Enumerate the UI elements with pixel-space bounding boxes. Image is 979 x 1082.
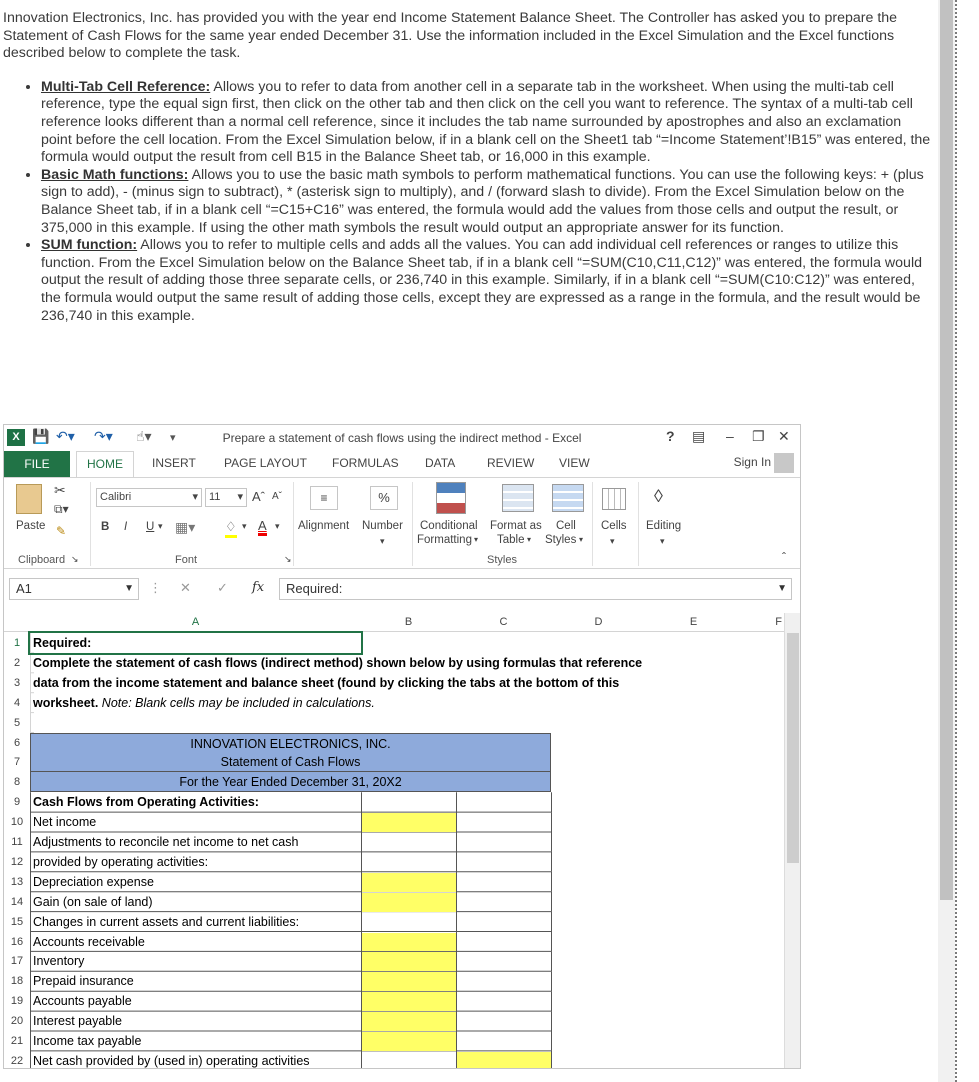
row-header-1[interactable]: 1 <box>13 637 21 649</box>
decrease-font-icon[interactable]: Aˇ <box>272 491 282 502</box>
cell-text: Accounts payable <box>33 994 132 1009</box>
row-header-17[interactable]: 17 <box>10 955 24 968</box>
column-header-a[interactable]: A <box>30 613 361 632</box>
tab-insert[interactable]: INSERT <box>152 456 196 470</box>
chevron-down-icon[interactable]: ▼ <box>124 583 134 594</box>
paste-button[interactable]: Paste <box>16 520 46 532</box>
cells-button[interactable]: Cells <box>601 520 627 532</box>
cell-a21[interactable] <box>30 1031 361 1051</box>
conditional-formatting-label-2[interactable]: Formatting <box>417 534 472 546</box>
binoculars-icon[interactable]: ◊ <box>654 486 663 506</box>
row-header-10[interactable]: 10 <box>10 816 24 829</box>
percent-icon[interactable]: % <box>370 486 398 510</box>
paste-icon[interactable] <box>16 484 42 514</box>
chevron-down-icon[interactable]: ▾ <box>158 521 163 531</box>
cell-text: Gain (on sale of land) <box>33 894 153 909</box>
help-icon[interactable]: ? <box>666 428 675 444</box>
avatar-icon[interactable] <box>774 453 794 473</box>
window-title: Prepare a statement of cash flows using the indirect method - Excel <box>222 431 582 445</box>
font-color-icon[interactable]: A <box>258 519 267 536</box>
page-border <box>955 0 957 1082</box>
underline-button[interactable]: U <box>146 521 155 533</box>
restore-icon[interactable]: ❐ <box>752 428 765 444</box>
font-size[interactable]: 11 <box>209 491 221 503</box>
chevron-down-icon[interactable]: ▾ <box>192 491 198 503</box>
input-cell-b13[interactable] <box>362 873 456 892</box>
format-as-table-label-1[interactable]: Format as <box>490 520 542 532</box>
row-header-14[interactable]: 14 <box>10 895 24 908</box>
row-header-9[interactable]: 9 <box>13 796 21 809</box>
tab-page-layout[interactable]: PAGE LAYOUT <box>224 456 307 470</box>
cell-a5[interactable] <box>30 713 361 733</box>
row-header-2[interactable]: 2 <box>13 656 21 669</box>
format-painter-icon[interactable]: ✎ <box>56 524 67 538</box>
cell-text: Changes in current assets and current liabilities: <box>33 914 300 929</box>
select-all-corner[interactable] <box>4 613 30 632</box>
chevron-down-icon[interactable]: ▾ <box>527 535 532 544</box>
sheet-scrollbar-thumb[interactable] <box>787 633 799 863</box>
input-cell-b16[interactable] <box>362 933 456 952</box>
page-scrollbar[interactable] <box>938 0 955 1082</box>
input-cell-b14[interactable] <box>362 893 456 912</box>
excel-window <box>3 424 801 1069</box>
cell-a20[interactable] <box>30 1011 361 1031</box>
cell-text: provided by operating activities: <box>33 854 209 869</box>
borders-icon[interactable]: ▦▾ <box>175 519 196 535</box>
tab-view[interactable]: VIEW <box>559 456 590 470</box>
cell-text: Net cash provided by (used in) operating activities <box>33 1053 310 1068</box>
row-header-12[interactable]: 12 <box>10 855 24 868</box>
intro-paragraph: Innovation Electronics, Inc. has provided you with the year end Income Statement Balance Sheet. The Controller has asked you to prepare the Statement of Cash Flows for the same year ended December 31. Use the information included in the Excel Simulation and the Excel functions described below to complete the task. <box>3 10 898 62</box>
row-header-20[interactable]: 20 <box>10 1015 24 1028</box>
tab-home[interactable]: HOME <box>76 451 134 478</box>
statement-header-cell[interactable]: For the Year Ended December 31, 20X2 <box>30 772 551 792</box>
cell-text: Adjustments to reconcile net income to net cash <box>33 835 299 849</box>
row-header-3[interactable]: 3 <box>13 676 21 689</box>
font-name-box[interactable] <box>96 488 202 507</box>
name-box[interactable] <box>9 578 139 600</box>
cell-a14[interactable] <box>30 892 361 912</box>
column-header-b[interactable]: B <box>361 613 456 632</box>
chevron-down-icon[interactable]: ▾ <box>579 535 584 544</box>
page-scrollbar-thumb[interactable] <box>940 0 953 900</box>
cell-text: worksheet. <box>33 695 99 710</box>
styles-group-label: Styles <box>487 554 517 566</box>
cell-text: Inventory <box>33 954 85 969</box>
formula-input[interactable] <box>279 578 792 600</box>
bullet-title: SUM function: <box>41 237 138 254</box>
cell-a2[interactable] <box>30 653 643 673</box>
excel-logo-icon: X <box>7 429 25 446</box>
font-size-box[interactable] <box>205 488 247 507</box>
row-header-4[interactable]: 4 <box>13 696 21 709</box>
alignment-icon[interactable]: ≡ <box>310 486 338 510</box>
cell-text: Net income <box>33 815 97 830</box>
cell-a9[interactable] <box>30 792 361 812</box>
row-header-11[interactable]: 11 <box>11 836 23 848</box>
undo-icon[interactable]: ↶▾ <box>56 428 75 444</box>
font-group-label: Font <box>175 554 198 566</box>
cell-styles-label-2[interactable]: Styles <box>545 534 577 546</box>
cell-note: Note: Blank cells may be included in calculations. <box>98 695 375 710</box>
statement-header-cell[interactable]: INNOVATION ELECTRONICS, INC. <box>30 733 551 753</box>
format-as-table-label-2[interactable]: Table <box>497 534 525 546</box>
cell-text: Cash Flows from Operating Activities: <box>33 795 259 810</box>
sign-in[interactable] <box>734 453 794 473</box>
input-cell-b17[interactable] <box>362 952 456 971</box>
bullet-text: Allows you to use the basic math symbols to perform mathematical functions. You can use the following keys: + (plus sign to add), - (minus sign to subtract), * (asterisk sign to multiply), and / (forward slash to divide). From the Excel Simulation below on the Balance Sheet tab, if in a blank cell “=C15+C16” was entered, the formula would add the values from those cells and output the result, or 375,000 in this example. If using the other math symbols the result would output an appropriate answer for its function. <box>41 166 924 236</box>
input-cell-b19[interactable] <box>362 992 456 1011</box>
bullet-basic-math <box>41 167 933 237</box>
close-icon[interactable]: ✕ <box>778 428 790 444</box>
tab-review[interactable]: REVIEW <box>487 456 535 470</box>
row-header-5[interactable]: 5 <box>13 716 21 729</box>
clipboard-launcher-icon[interactable]: ↘ <box>71 554 79 564</box>
touch-mode-icon[interactable]: ☝▾ <box>136 428 152 444</box>
input-cell-b21[interactable] <box>362 1032 456 1051</box>
bullet-text: Allows you to refer to multiple cells and adds all the values. You can add individual cell references or ranges to utilize this function. From the Excel Simulation below on the Balance Sheet tab, if in a blank cell “=SUM(C10,C11,C12)” was entered, the formula would output the result of adding those three separate cells, or 236,740 in this example. Similarly, if in a blank cell “=SUM(C10:C12)” was entered, the formula would output the same result of adding those cells, except they are expressed as a range in the formula, and the result would be 236,740 in this example. <box>41 237 922 324</box>
input-cell-b18[interactable] <box>362 972 456 991</box>
cell-text: Income tax payable <box>33 1034 142 1048</box>
row-header-7[interactable]: 7 <box>13 756 21 769</box>
cell-a18[interactable] <box>30 971 361 991</box>
input-cell-b10[interactable] <box>362 813 456 832</box>
formula-value[interactable]: Required: <box>286 581 343 596</box>
conditional-formatting-label-1[interactable]: Conditional <box>420 520 478 532</box>
chevron-down-icon[interactable]: ▾ <box>242 521 247 531</box>
alignment-button[interactable]: Alignment <box>298 520 350 532</box>
row-header-22[interactable]: 22 <box>10 1054 24 1067</box>
function-list <box>3 79 933 325</box>
save-icon[interactable]: 💾 <box>32 428 50 444</box>
cell-text: data from the income statement and balance sheet (found by clicking the tabs at the bottom of this <box>33 675 620 690</box>
enter-icon[interactable]: ✓ <box>217 580 228 595</box>
cell-a1[interactable] <box>30 633 361 653</box>
cell-a17[interactable] <box>30 951 361 971</box>
chevron-down-icon[interactable]: ▾ <box>610 536 615 546</box>
divider <box>638 482 639 566</box>
cell-text: Interest payable <box>33 1014 122 1029</box>
cut-icon[interactable]: ✂ <box>54 482 66 498</box>
italic-button[interactable]: I <box>124 521 128 533</box>
column-header-c[interactable]: C <box>456 613 551 632</box>
cell-text: Required: <box>33 636 92 650</box>
conditional-formatting-icon[interactable] <box>436 482 466 514</box>
ribbon-display-icon[interactable]: ▤ <box>692 428 706 444</box>
cancel-icon[interactable]: ✕ <box>180 580 191 595</box>
customize-toolbar-icon[interactable]: ▾ <box>170 432 176 444</box>
tab-file[interactable]: FILE <box>4 451 70 477</box>
cell-text: Depreciation expense <box>33 874 154 889</box>
bullet-multi-tab <box>41 79 933 167</box>
name-box-value[interactable]: A1 <box>16 581 32 596</box>
cell-a11[interactable] <box>30 832 361 852</box>
cell-text: Prepaid insurance <box>33 974 134 989</box>
column-header-f[interactable]: F <box>741 613 784 632</box>
cell-text: Complete the statement of cash flows (indirect method) shown below by using formulas that reference <box>33 655 643 670</box>
chevron-down-icon[interactable]: ▾ <box>474 535 479 544</box>
title-bar <box>4 425 800 451</box>
fill-color-icon[interactable]: ♢ <box>225 519 237 538</box>
cell-a10[interactable] <box>30 812 361 832</box>
tab-data[interactable]: DATA <box>425 456 456 470</box>
tab-formulas[interactable]: FORMULAS <box>332 456 399 470</box>
row-header-6[interactable]: 6 <box>13 736 21 749</box>
ribbon <box>4 477 800 569</box>
redo-icon[interactable]: ↷▾ <box>94 428 113 444</box>
number-button[interactable]: Number <box>362 520 403 532</box>
row-header-13[interactable]: 13 <box>10 875 24 888</box>
divider <box>293 482 294 566</box>
cell-a12[interactable] <box>30 852 361 872</box>
cell-text: Accounts receivable <box>33 934 145 949</box>
cell-a13[interactable] <box>30 872 361 892</box>
chevron-down-icon[interactable]: ▾ <box>275 521 280 531</box>
input-cell-c22[interactable] <box>457 1052 551 1069</box>
cell-styles-icon[interactable] <box>552 484 584 512</box>
chevron-down-icon[interactable]: ▾ <box>660 536 665 546</box>
cell-a16[interactable] <box>30 932 361 952</box>
bullet-sum <box>41 237 933 325</box>
cells-icon[interactable] <box>602 488 626 510</box>
divider <box>412 482 413 566</box>
editing-button[interactable]: Editing <box>646 520 682 532</box>
row-header-15[interactable]: 15 <box>10 915 24 928</box>
font-launcher-icon[interactable]: ↘ <box>284 554 292 564</box>
cell-a19[interactable] <box>30 991 361 1011</box>
cell-a4[interactable] <box>30 693 375 713</box>
cell-a15[interactable] <box>30 912 361 932</box>
instructions <box>3 10 933 325</box>
row-header-19[interactable]: 19 <box>10 995 24 1008</box>
collapse-ribbon-icon[interactable]: ˆ <box>782 550 786 564</box>
copy-icon[interactable]: ⧉▾ <box>54 502 69 516</box>
font-name[interactable]: Calibri <box>100 491 132 503</box>
column-header-d[interactable]: D <box>551 613 646 632</box>
cell-a3[interactable] <box>30 673 620 693</box>
divider <box>592 482 593 566</box>
row-header-16[interactable]: 16 <box>10 935 24 948</box>
spreadsheet-grid <box>4 613 784 1069</box>
chevron-down-icon[interactable]: ▾ <box>237 491 243 503</box>
row-header-18[interactable]: 18 <box>10 975 24 988</box>
fx-icon[interactable]: fx <box>252 580 265 595</box>
chevron-down-icon[interactable]: ▼ <box>777 583 787 594</box>
input-cell-b20[interactable] <box>362 1012 456 1031</box>
cell-a22[interactable] <box>30 1051 361 1069</box>
row-header-21[interactable]: 21 <box>10 1035 24 1047</box>
format-as-table-icon[interactable] <box>502 484 534 512</box>
bold-button[interactable]: B <box>101 521 110 533</box>
formula-bar <box>4 577 800 601</box>
divider <box>90 482 91 566</box>
sign-in-label[interactable]: Sign In <box>733 455 771 470</box>
cell-styles-label-1[interactable]: Cell <box>556 520 576 532</box>
more-icon: ⋮ <box>149 580 162 595</box>
row-header-8[interactable]: 8 <box>13 776 21 789</box>
clipboard-group-label: Clipboard <box>18 554 66 566</box>
column-header-e[interactable]: E <box>646 613 741 632</box>
bullet-title: Basic Math functions: <box>41 166 189 183</box>
statement-header-cell[interactable]: Statement of Cash Flows <box>30 752 551 772</box>
bullet-text: Allows you to refer to data from another cell in a separate tab in the worksheet. When using the multi-tab cell reference, type the equal sign first, then click on the other tab and then click on the cell you want to reference. The syntax of a multi-tab cell reference looks different than a normal cell reference, since it includes the tab name surrounded by apostrophes and also an exclamation point before the cell location. From the Excel Simulation below, if in a blank cell on the Sheet1 tab “=Income Statement’!B15” was entered, the formula would output the result from cell B15 in the Balance Sheet tab, or 16,000 in this example. <box>41 78 931 166</box>
ribbon-tabs <box>4 451 800 477</box>
chevron-down-icon[interactable]: ▾ <box>380 536 385 546</box>
bullet-title: Multi-Tab Cell Reference: <box>41 78 211 95</box>
minimize-icon[interactable]: – <box>726 428 734 444</box>
sheet-scrollbar[interactable] <box>784 613 801 1069</box>
increase-font-icon[interactable]: Aˆ <box>252 489 265 504</box>
